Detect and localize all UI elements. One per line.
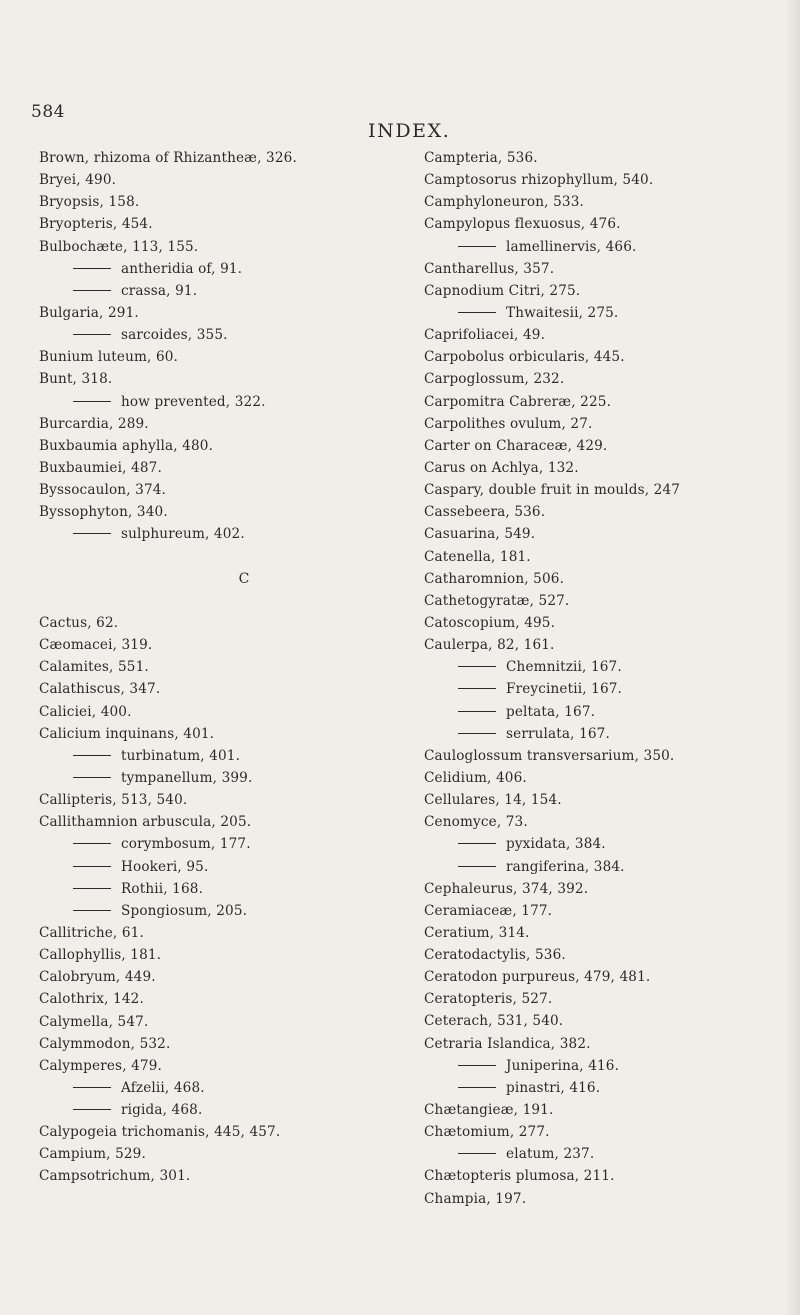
index-entry	[424, 457, 794, 479]
index-entry	[424, 1010, 794, 1032]
ditto-dash	[73, 401, 111, 402]
index-entry	[424, 523, 794, 545]
entry-text: Buxbaumiei, 487.	[39, 459, 162, 476]
entry-text: Calypogeia trichomanis, 445, 457.	[39, 1124, 281, 1141]
index-entry	[424, 590, 794, 612]
entry-text: Cetraria Islandica, 382.	[424, 1035, 591, 1052]
index-subentry	[424, 856, 794, 878]
entry-text: Bryopteris, 454.	[39, 216, 153, 233]
index-entry	[39, 1165, 409, 1187]
entry-text: Catoscopium, 495.	[424, 614, 556, 631]
entry-text: corymbosum, 177.	[121, 836, 251, 853]
index-entry	[39, 1121, 409, 1143]
entry-text: Carpolithes ovulum, 27.	[424, 415, 593, 432]
entry-text: Caprifoliacei, 49.	[424, 327, 546, 344]
entry-text: Bulbochæte, 113, 155.	[39, 238, 199, 255]
index-column-right	[424, 147, 794, 1210]
index-entry	[39, 302, 409, 324]
index-subentry	[424, 656, 794, 678]
ditto-dash	[458, 1087, 496, 1088]
entry-text: peltata, 167.	[506, 703, 596, 720]
index-entry	[424, 391, 794, 413]
index-subentry	[424, 1143, 794, 1165]
index-subentry	[39, 1099, 409, 1121]
index-entry	[424, 634, 794, 656]
index-entry	[424, 413, 794, 435]
index-entry	[39, 213, 409, 235]
entry-text: Campylopus flexuosus, 476.	[424, 216, 621, 233]
ditto-dash	[73, 866, 111, 867]
entry-text: Brown, rhizoma of Rhizantheæ, 326.	[39, 150, 297, 166]
index-entry	[424, 1099, 794, 1121]
entry-text: Calobryum, 449.	[39, 969, 156, 986]
entry-text: Chemnitzii, 167.	[506, 659, 622, 676]
index-entry	[39, 656, 409, 678]
entry-text: lamellinervis, 466.	[506, 238, 637, 255]
index-entry	[424, 1033, 794, 1055]
entry-text: Caliciei, 400.	[39, 703, 132, 720]
entry-text: Calamites, 551.	[39, 659, 149, 676]
entry-text: Campsotrichum, 301.	[39, 1168, 191, 1185]
index-column-left	[39, 147, 409, 1188]
entry-text: Bulgaria, 291.	[39, 304, 139, 321]
entry-text: rangiferina, 384.	[506, 858, 625, 875]
entry-text: Carpoglossum, 232.	[424, 371, 565, 388]
ditto-dash	[73, 334, 111, 335]
entry-text: Carus on Achlya, 132.	[424, 459, 579, 476]
index-subentry	[39, 391, 409, 413]
ditto-dash	[458, 666, 496, 667]
index-entry	[424, 922, 794, 944]
entry-text: Carpomitra Cabreræ, 225.	[424, 393, 612, 410]
entry-text: Cauloglossum transversarium, 350.	[424, 747, 675, 764]
entry-text: Cenomyce, 73.	[424, 814, 528, 831]
index-subentry	[39, 878, 409, 900]
index-entry	[39, 1055, 409, 1077]
index-subentry	[39, 856, 409, 878]
running-title: INDEX.	[368, 120, 451, 142]
entry-text: rigida, 468.	[121, 1102, 203, 1119]
entry-text: Ceratodon purpureus, 479, 481.	[424, 969, 651, 986]
page-number: 584	[31, 102, 65, 122]
index-entry	[39, 368, 409, 390]
index-entry	[424, 988, 794, 1010]
index-entry	[39, 413, 409, 435]
entry-text: Ceratium, 314.	[424, 924, 530, 941]
entry-text: Ceratopteris, 527.	[424, 991, 553, 1008]
entry-text: Bryei, 490.	[39, 172, 117, 189]
index-entry	[39, 723, 409, 745]
index-entry	[39, 191, 409, 213]
index-subentry	[39, 258, 409, 280]
index-entry	[424, 767, 794, 789]
page-edge-shadow	[786, 0, 800, 1315]
index-subentry	[424, 833, 794, 855]
entry-text: Bryopsis, 158.	[39, 194, 140, 211]
entry-text: Juniperina, 416.	[506, 1057, 620, 1074]
index-entry	[39, 988, 409, 1010]
entry-text: Afzelii, 468.	[121, 1079, 205, 1096]
index-subentry	[39, 745, 409, 767]
ditto-dash	[73, 843, 111, 844]
index-entry	[424, 1121, 794, 1143]
index-subentry	[424, 701, 794, 723]
ditto-dash	[458, 1065, 496, 1066]
entry-text: Cantharellus, 357.	[424, 260, 555, 277]
entry-text: Chætangieæ, 191.	[424, 1102, 554, 1119]
index-entry	[39, 612, 409, 634]
entry-text: Cæomacei, 319.	[39, 637, 153, 654]
entry-text: Carpobolus orbicularis, 445.	[424, 349, 625, 366]
ditto-dash	[458, 843, 496, 844]
ditto-dash	[73, 290, 111, 291]
ditto-dash	[73, 910, 111, 911]
entry-text: pinastri, 416.	[506, 1079, 601, 1096]
entry-text: Camphyloneuron, 533.	[424, 194, 584, 211]
ditto-dash	[73, 1109, 111, 1110]
index-entry	[424, 944, 794, 966]
entry-text: Calathiscus, 347.	[39, 681, 161, 698]
ditto-dash	[458, 866, 496, 867]
index-entry	[39, 147, 409, 169]
index-entry	[39, 811, 409, 833]
index-entry	[424, 324, 794, 346]
index-entry	[424, 258, 794, 280]
index-entry	[39, 1011, 409, 1033]
index-subentry	[424, 723, 794, 745]
ditto-dash	[73, 777, 111, 778]
entry-text: Champia, 197.	[424, 1190, 527, 1207]
entry-text: Cactus, 62.	[39, 614, 119, 631]
entry-text: Catenella, 181.	[424, 548, 531, 565]
ditto-dash	[73, 755, 111, 756]
index-entry	[39, 634, 409, 656]
index-entry	[424, 612, 794, 634]
entry-text: antheridia of, 91.	[121, 260, 243, 277]
entry-text: Bunt, 318.	[39, 371, 113, 388]
section-heading	[39, 546, 409, 612]
index-subentry	[424, 302, 794, 324]
entry-text: sulphureum, 402.	[121, 526, 245, 543]
entry-text: Thwaitesii, 275.	[506, 304, 619, 321]
index-entry	[424, 501, 794, 523]
index-entry	[424, 346, 794, 368]
entry-text: Freycinetii, 167.	[506, 681, 623, 698]
index-entry	[424, 435, 794, 457]
entry-text: Catharomnion, 506.	[424, 570, 565, 587]
index-entry	[424, 966, 794, 988]
entry-text: crassa, 91.	[121, 282, 198, 299]
index-subentry	[39, 833, 409, 855]
entry-text: Calymmodon, 532.	[39, 1035, 171, 1052]
entry-text: Callithamnion arbuscula, 205.	[39, 814, 252, 831]
entry-text: Calymperes, 479.	[39, 1057, 162, 1074]
index-entry	[39, 435, 409, 457]
index-entry	[424, 147, 794, 169]
entry-text: Campium, 529.	[39, 1146, 146, 1163]
index-subentry	[39, 1077, 409, 1099]
index-entry	[39, 922, 409, 944]
ditto-dash	[73, 1087, 111, 1088]
index-subentry	[424, 678, 794, 700]
entry-text: Cassebeera, 536.	[424, 504, 546, 521]
entry-text: how prevented, 322.	[121, 393, 266, 410]
index-entry	[39, 169, 409, 191]
index-entry	[39, 789, 409, 811]
index-entry	[424, 368, 794, 390]
index-entry	[424, 811, 794, 833]
entry-text: Caspary, double fruit in moulds, 247	[424, 482, 681, 499]
entry-text: Buxbaumia aphylla, 480.	[39, 437, 214, 454]
index-entry	[424, 1188, 794, 1210]
index-entry	[424, 745, 794, 767]
entry-text: sarcoides, 355.	[121, 327, 228, 344]
index-subentry	[39, 280, 409, 302]
index-entry	[424, 191, 794, 213]
index-entry	[424, 479, 794, 501]
entry-text: Cathetogyratæ, 527.	[424, 592, 570, 609]
ditto-dash	[458, 1153, 496, 1154]
index-entry	[424, 213, 794, 235]
ditto-dash	[458, 711, 496, 712]
index-entry	[424, 878, 794, 900]
index-subentry	[39, 523, 409, 545]
entry-text: Hookeri, 95.	[121, 858, 209, 875]
entry-text: Bunium luteum, 60.	[39, 349, 179, 366]
entry-text: Camptosorus rhizophyllum, 540.	[424, 172, 654, 189]
index-entry	[39, 1143, 409, 1165]
index-subentry	[39, 900, 409, 922]
index-entry	[39, 678, 409, 700]
index-subentry	[39, 324, 409, 346]
entry-text: Callitriche, 61.	[39, 924, 144, 941]
entry-text: Byssophyton, 340.	[39, 504, 168, 521]
entry-text: Burcardia, 289.	[39, 415, 149, 432]
index-subentry	[39, 767, 409, 789]
ditto-dash	[458, 733, 496, 734]
entry-text: Calicium inquinans, 401.	[39, 725, 215, 742]
ditto-dash	[458, 312, 496, 313]
ditto-dash	[458, 246, 496, 247]
index-entry	[39, 701, 409, 723]
ditto-dash	[73, 268, 111, 269]
entry-text: turbinatum, 401.	[121, 747, 241, 764]
entry-text: Ceratodactylis, 536.	[424, 947, 566, 964]
entry-text: Callipteris, 513, 540.	[39, 792, 188, 809]
entry-text: Ceterach, 531, 540.	[424, 1013, 564, 1030]
entry-text: Chætopteris plumosa, 211.	[424, 1168, 615, 1185]
entry-text: Calothrix, 142.	[39, 991, 144, 1008]
index-entry	[424, 900, 794, 922]
entry-text: Campteria, 536.	[424, 150, 538, 166]
entry-text: C	[238, 570, 250, 587]
entry-text: Chætomium, 277.	[424, 1124, 550, 1141]
index-subentry	[424, 1077, 794, 1099]
index-entry	[39, 1033, 409, 1055]
index-entry	[39, 236, 409, 258]
index-entry	[39, 944, 409, 966]
entry-text: Callophyllis, 181.	[39, 947, 162, 964]
index-entry	[424, 1165, 794, 1187]
entry-text: Byssocaulon, 374.	[39, 482, 167, 499]
entry-text: Cellulares, 14, 154.	[424, 792, 562, 809]
index-subentry	[424, 1055, 794, 1077]
index-entry	[39, 501, 409, 523]
entry-text: Caulerpa, 82, 161.	[424, 637, 555, 654]
index-entry	[424, 280, 794, 302]
entry-text: Ceramiaceæ, 177.	[424, 902, 553, 919]
entry-text: pyxidata, 384.	[506, 836, 606, 853]
index-entry	[424, 789, 794, 811]
index-entry	[39, 966, 409, 988]
index-entry	[424, 546, 794, 568]
index-entry	[39, 346, 409, 368]
entry-text: Rothii, 168.	[121, 880, 204, 897]
ditto-dash	[73, 888, 111, 889]
entry-text: serrulata, 167.	[506, 725, 610, 742]
entry-text: Capnodium Citri, 275.	[424, 282, 581, 299]
entry-text: tympanellum, 399.	[121, 769, 253, 786]
index-entry	[39, 457, 409, 479]
ditto-dash	[73, 533, 111, 534]
entry-text: Spongiosum, 205.	[121, 902, 248, 919]
ditto-dash	[458, 688, 496, 689]
entry-text: Carter on Characeæ, 429.	[424, 437, 608, 454]
entry-text: Celidium, 406.	[424, 769, 527, 786]
index-entry	[424, 169, 794, 191]
index-entry	[424, 568, 794, 590]
entry-text: elatum, 237.	[506, 1146, 595, 1163]
entry-text: Cephaleurus, 374, 392.	[424, 880, 589, 897]
entry-text: Casuarina, 549.	[424, 526, 536, 543]
index-subentry	[424, 236, 794, 258]
index-entry	[39, 479, 409, 501]
entry-text: Calymella, 547.	[39, 1013, 149, 1030]
